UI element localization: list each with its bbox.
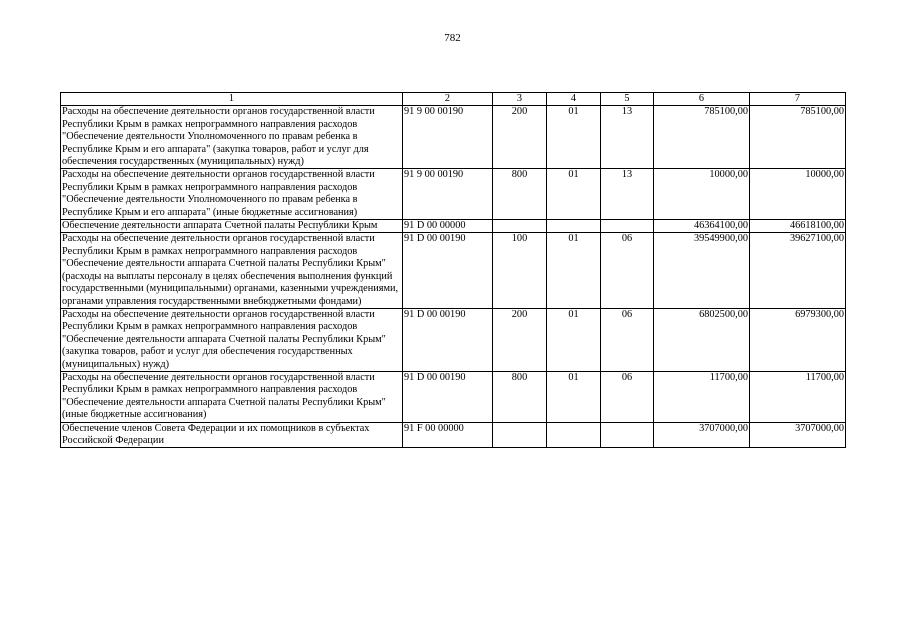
row-subsection: 13 — [601, 169, 654, 220]
row-amount-1: 785100,00 — [654, 106, 750, 169]
row-expense-type — [493, 422, 547, 448]
row-target-code: 91 D 00 00190 — [403, 233, 493, 308]
row-target-code: 91 D 00 00000 — [403, 220, 493, 233]
row-amount-2: 11700,00 — [750, 371, 846, 422]
row-name: Расходы на обеспечение деятельности органов государственной власти Республики Крым в рамках непрограммного направления расходов "Обеспечение деятельности аппарата Счетной палаты Республики Крым" (расходы на выплаты персоналу в целях обеспечения выполнения функций государственными (муниципальными) органами, казенными учреждениями, органами управления государственными внебюджетными фондами) — [61, 233, 403, 308]
row-amount-2: 39627100,00 — [750, 233, 846, 308]
row-name: Расходы на обеспечение деятельности органов государственной власти Республики Крым в рамках непрограммного направления расходов "Обеспечение деятельности Уполномоченного по правам ребенка в Республике Крым и его аппарата" (иные бюджетные ассигнования) — [61, 169, 403, 220]
table-row — [61, 422, 846, 448]
row-amount-2: 6979300,00 — [750, 308, 846, 371]
row-name: Обеспечение деятельности аппарата Счетной палаты Республики Крым — [61, 220, 403, 233]
row-name: Расходы на обеспечение деятельности органов государственной власти Республики Крым в рамках непрограммного направления расходов "Обеспечение деятельности аппарата Счетной палаты Республики Крым" (закупка товаров, работ и услуг для обеспечения государственных (муниципальных) нужд) — [61, 308, 403, 371]
row-expense-type: 200 — [493, 308, 547, 371]
row-amount-1: 6802500,00 — [654, 308, 750, 371]
row-expense-type: 800 — [493, 371, 547, 422]
row-expense-type: 100 — [493, 233, 547, 308]
row-expense-type — [493, 220, 547, 233]
col-header-5: 5 — [601, 93, 654, 106]
budget-table — [60, 92, 846, 448]
row-section: 01 — [547, 233, 601, 308]
row-amount-2: 46618100,00 — [750, 220, 846, 233]
col-header-6: 6 — [654, 93, 750, 106]
row-amount-1: 3707000,00 — [654, 422, 750, 448]
col-header-2: 2 — [403, 93, 493, 106]
row-section — [547, 422, 601, 448]
row-section: 01 — [547, 371, 601, 422]
row-amount-2: 785100,00 — [750, 106, 846, 169]
col-header-1: 1 — [61, 93, 403, 106]
table-row — [61, 220, 846, 233]
row-name: Расходы на обеспечение деятельности органов государственной власти Республики Крым в рамках непрограммного направления расходов "Обеспечение деятельности Уполномоченного по правам ребенка в Республике Крым и его аппарата" (закупка товаров, работ и услуг для обеспечения государственных (муниципальных) нужд) — [61, 106, 403, 169]
row-amount-1: 39549900,00 — [654, 233, 750, 308]
row-expense-type: 800 — [493, 169, 547, 220]
table-row — [61, 106, 846, 169]
row-subsection: 13 — [601, 106, 654, 169]
row-subsection: 06 — [601, 308, 654, 371]
row-section: 01 — [547, 106, 601, 169]
col-header-3: 3 — [493, 93, 547, 106]
row-amount-2: 3707000,00 — [750, 422, 846, 448]
row-target-code: 91 9 00 00190 — [403, 106, 493, 169]
row-section: 01 — [547, 308, 601, 371]
row-section: 01 — [547, 169, 601, 220]
row-amount-2: 10000,00 — [750, 169, 846, 220]
row-target-code: 91 F 00 00000 — [403, 422, 493, 448]
page-number: 782 — [444, 32, 461, 44]
row-subsection: 06 — [601, 371, 654, 422]
row-target-code: 91 9 00 00190 — [403, 169, 493, 220]
header-row — [61, 93, 846, 106]
row-subsection — [601, 422, 654, 448]
row-section — [547, 220, 601, 233]
table-row — [61, 371, 846, 422]
table-row — [61, 308, 846, 371]
row-amount-1: 11700,00 — [654, 371, 750, 422]
row-subsection: 06 — [601, 233, 654, 308]
row-expense-type: 200 — [493, 106, 547, 169]
row-target-code: 91 D 00 00190 — [403, 308, 493, 371]
col-header-4: 4 — [547, 93, 601, 106]
table-row — [61, 169, 846, 220]
row-name: Обеспечение членов Совета Федерации и их помощников в субъектах Российской Федерации — [61, 422, 403, 448]
row-name: Расходы на обеспечение деятельности органов государственной власти Республики Крым в рамках непрограммного направления расходов "Обеспечение деятельности аппарата Счетной палаты Республики Крым" (иные бюджетные ассигнования) — [61, 371, 403, 422]
table-row — [61, 233, 846, 308]
row-amount-1: 10000,00 — [654, 169, 750, 220]
col-header-7: 7 — [750, 93, 846, 106]
row-subsection — [601, 220, 654, 233]
row-amount-1: 46364100,00 — [654, 220, 750, 233]
row-target-code: 91 D 00 00190 — [403, 371, 493, 422]
